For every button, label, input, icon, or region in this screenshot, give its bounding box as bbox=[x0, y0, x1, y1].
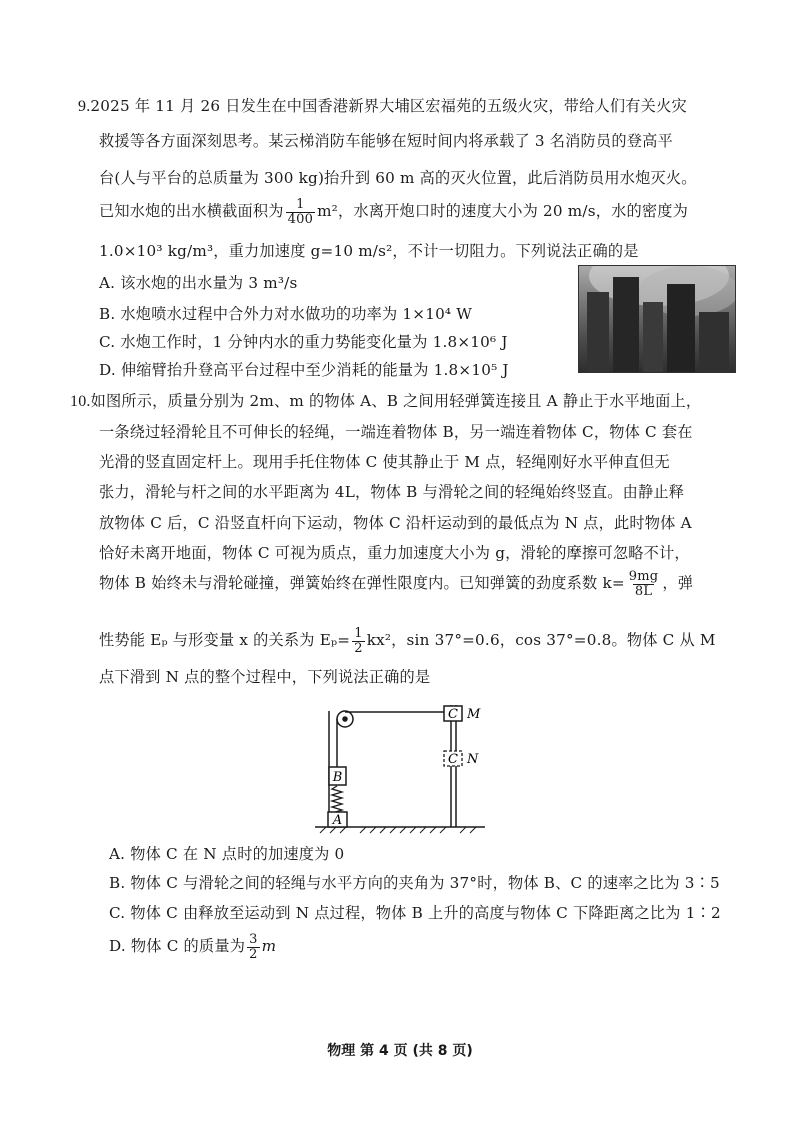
q10-ep-num: 1 bbox=[354, 626, 363, 641]
label-a: A bbox=[332, 813, 343, 828]
q10-k-num: 9mg bbox=[628, 569, 659, 584]
q9-option-a: A. 该水炮的出水量为 3 m³/s bbox=[99, 274, 298, 292]
q10-line9: 点下滑到 N 点的整个过程中，下列说法正确的是 bbox=[99, 668, 431, 686]
q9-option-d: D. 伸缩臂抬升登高平台过程中至少消耗的能量为 1.8×10⁵ J bbox=[99, 361, 509, 379]
fire-scene-photo bbox=[578, 265, 736, 373]
q10-text-7a: 物体 B 始终未与滑轮碰撞，弹簧始终在弹性限度内。已知弹簧的劲度系数 k= bbox=[99, 574, 625, 593]
q9-frac-num: 1 bbox=[296, 197, 305, 212]
q9-number: 9. bbox=[78, 98, 91, 115]
q10-line1 bbox=[70, 390, 701, 411]
q9-text-4b: m²，水离开炮口时的速度大小为 20 m/s，水的密度为 bbox=[317, 202, 689, 221]
q9-line1 bbox=[78, 95, 687, 116]
q10-line7 bbox=[99, 570, 693, 598]
q9-line3: 台(人与平台的总质量为 300 kg)抬升到 60 m 高的灭火位置，此后消防员用水炮灭火。 bbox=[99, 169, 697, 187]
q10-optd-text: D. 物体 C 的质量为 bbox=[109, 937, 246, 956]
label-b: B bbox=[332, 770, 343, 785]
label-c-bottom: C bbox=[448, 752, 458, 767]
q10-line6: 恰好未离开地面，物体 C 可视为质点，重力加速度大小为 g，滑轮的摩擦可忽略不计， bbox=[99, 544, 690, 562]
q10-number: 10. bbox=[70, 393, 91, 410]
q9-option-c: C. 水炮工作时，1 分钟内水的重力势能变化量为 1.8×10⁶ J bbox=[99, 333, 508, 351]
label-m: M bbox=[467, 707, 481, 722]
q9-line4 bbox=[99, 198, 688, 226]
q10-line5: 放物体 C 后，C 沿竖直杆向下运动，物体 C 沿杆运动到的最低点为 N 点，此时物体 A bbox=[99, 514, 692, 532]
q10-option-a: A. 物体 C 在 N 点时的加速度为 0 bbox=[109, 845, 345, 863]
q10-ep-fraction bbox=[352, 627, 364, 655]
q10-option-c: C. 物体 C 由释放至运动到 N 点过程，物体 B 上升的高度与物体 C 下降距离之比为 1∶2 bbox=[109, 904, 721, 922]
q10-line4: 张力，滑轮与杆之间的水平距离为 4L，物体 B 与滑轮之间的轻绳始终竖直。由静止释 bbox=[99, 483, 685, 501]
q10-k-den: 8L bbox=[634, 583, 653, 599]
q10-optd-den: 2 bbox=[249, 946, 258, 962]
q10-text-7b: ，弹 bbox=[662, 574, 694, 593]
q10-line2: 一条绕过轻滑轮且不可伸长的轻绳，一端连着物体 B，另一端连着物体 C，物体 C 套在 bbox=[99, 423, 693, 441]
q10-k-fraction bbox=[627, 570, 661, 598]
q9-fraction bbox=[286, 198, 315, 226]
q10-optd-num: 3 bbox=[249, 932, 258, 947]
q9-text-1: 2025 年 11 月 26 日发生在中国香港新界大埔区宏福苑的五级火灾，带给人们有关火灾 bbox=[90, 97, 687, 115]
q9-line2: 救援等各方面深刻思考。某云梯消防车能够在短时间内将承载了 3 名消防员的登高平 bbox=[99, 132, 673, 150]
q10-text-1: 如图所示，质量分别为 2m、m 的物体 A、B 之间用轻弹簧连接且 A 静止于水平地面上， bbox=[90, 392, 702, 410]
label-n: N bbox=[467, 752, 479, 767]
q10-line3: 光滑的竖直固定杆上。现用手托住物体 C 使其静止于 M 点，轻绳刚好水平伸直但无 bbox=[99, 453, 670, 471]
q9-option-b: B. 水炮喷水过程中合外力对水做功的功率为 1×10⁴ W bbox=[99, 305, 473, 323]
q10-optd-fraction bbox=[247, 933, 259, 961]
q10-text-8a: 性势能 Eₚ 与形变量 x 的关系为 Eₚ= bbox=[99, 631, 351, 650]
q10-text-8b: kx²，sin 37°=0.6，cos 37°=0.8。物体 C 从 M bbox=[366, 631, 716, 650]
q10-ep-den: 2 bbox=[354, 640, 363, 656]
q10-option-b: B. 物体 C 与滑轮之间的轻绳与水平方向的夹角为 37°时，物体 B、C 的速率之比为 3∶5 bbox=[109, 874, 720, 892]
q9-line5: 1.0×10³ kg/m³，重力加速度 g=10 m/s²，不计一切阻力。下列说法正确的是 bbox=[99, 242, 639, 260]
label-c-top: C bbox=[448, 707, 458, 722]
q10-line8 bbox=[99, 627, 716, 655]
q10-optd-unit: m bbox=[261, 937, 277, 956]
q10-option-d bbox=[109, 933, 276, 961]
pulley-diagram bbox=[315, 697, 515, 837]
q9-frac-den: 400 bbox=[287, 211, 314, 227]
page-footer: 物理 第 4 页 (共 8 页) bbox=[327, 1043, 473, 1059]
q9-text-4a: 已知水炮的出水横截面积为 bbox=[99, 202, 284, 221]
